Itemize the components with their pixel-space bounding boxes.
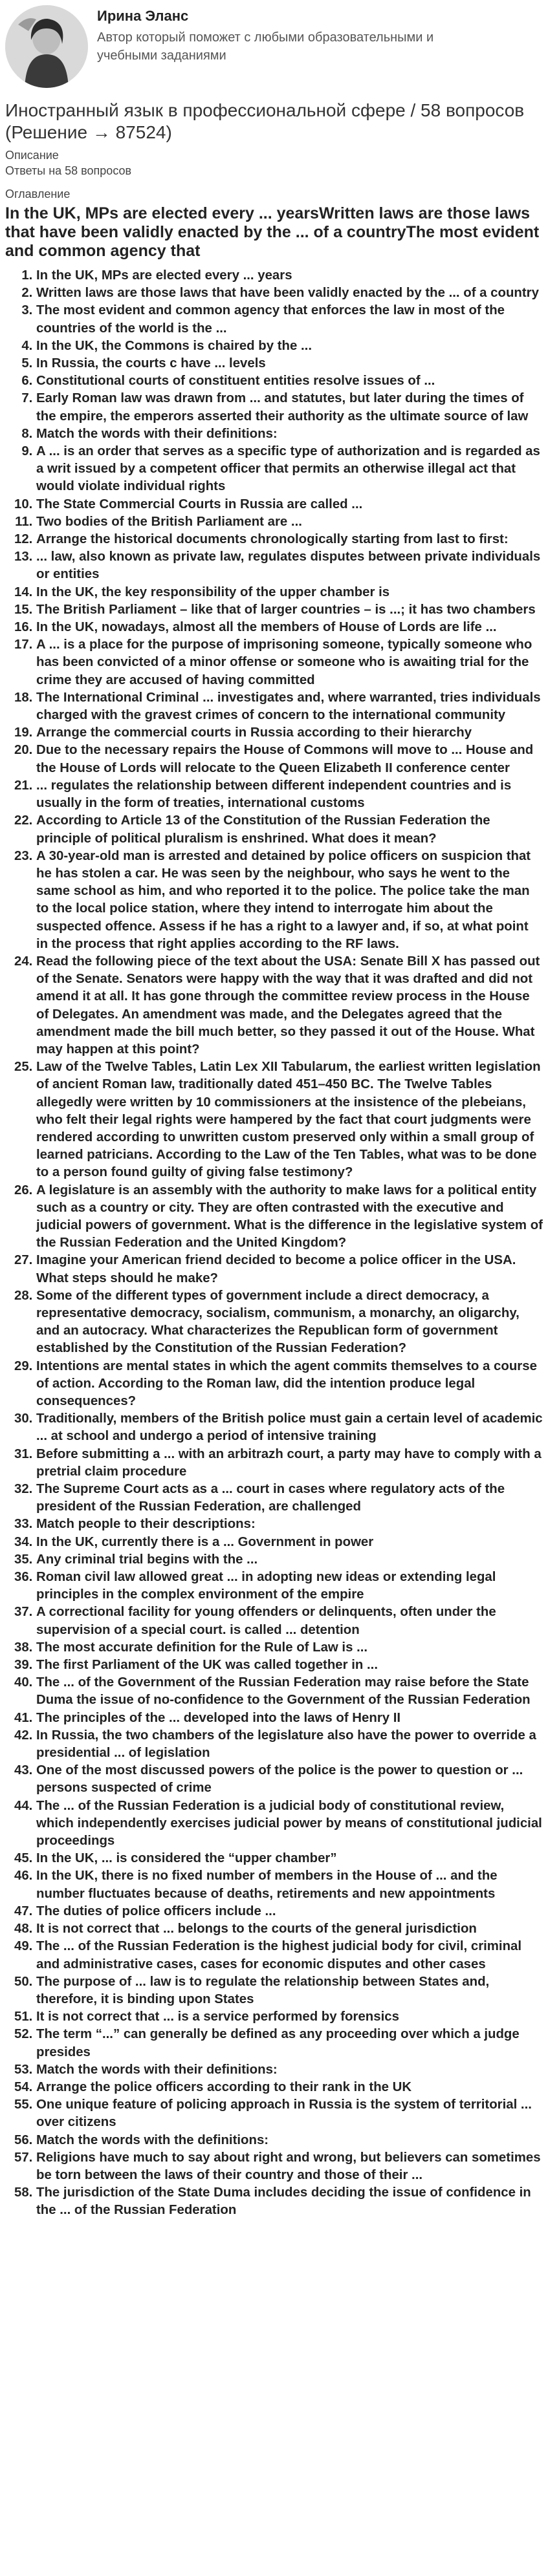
question-text: 43. One of the most discussed powers of the police is the power to question or ... persons suspected of crime — [36, 1763, 523, 1796]
question-item[interactable] — [36, 1358, 543, 1411]
question-text: 31. Before submitting a ... with an arbitrazh court, a party may have to comply with a pretrial claim procedure — [36, 1446, 542, 1479]
question-text: 9. A ... is an order that serves as a specific type of authorization and is regarded as a writ issued by a competent officer that permits an otherwise illegal act that would violate individual rights — [36, 444, 540, 494]
question-text: 44. The ... of the Russian Federation is a judicial body of constitutional review, which independently exercises judicial power by means of constitutional judicial proceedings — [36, 1798, 542, 1849]
question-item[interactable] — [36, 1551, 543, 1569]
question-text: 58. The jurisdiction of the State Duma includes deciding the issue of confidence in the ... of the Russian Federation — [36, 2185, 531, 2218]
question-text: 13. ... law, also known as private law, regulates disputes between private individuals or entities — [36, 550, 541, 582]
question-text: 4. In the UK, the Commons is chaired by the ... — [36, 338, 312, 353]
question-item[interactable] — [36, 372, 543, 390]
question-text: 39. The first Parliament of the UK was called together in ... — [36, 1658, 378, 1673]
question-text: 29. Intentions are mental states in which the agent commits themselves to a course of action. According to the Roman law, did the intention produce legal consequences? — [36, 1358, 537, 1408]
description-link[interactable]: Описание — [5, 149, 59, 162]
question-item[interactable] — [36, 1798, 543, 1851]
question-item[interactable] — [36, 601, 543, 619]
question-item[interactable] — [36, 619, 543, 636]
question-text: 57. Religions have much to say about right and wrong, but believers can sometimes be torn between the laws of their country and those of their ... — [36, 2150, 541, 2182]
question-item[interactable] — [36, 2132, 543, 2149]
question-text: 11. Two bodies of the British Parliament are ... — [36, 514, 302, 529]
question-item[interactable] — [36, 1710, 543, 1727]
question-item[interactable] — [36, 2008, 543, 2026]
question-text: 53. Match the words with their definitions: — [36, 2062, 278, 2077]
question-text: 52. The term “...” can generally be defined as any proceeding over which a judge presides — [36, 2027, 520, 2059]
question-text: 56. Match the words with the definitions: — [36, 2132, 269, 2147]
question-text: 51. It is not correct that ... is a service performed by forensics — [36, 2010, 399, 2024]
question-text: 40. The ... of the Government of the Russian Federation may raise before the State Duma the issue of no-confidence to the Government of the Russian Federation — [36, 1675, 531, 1708]
author-avatar[interactable] — [5, 5, 88, 88]
page-title: Иностранный язык в профессиональной сфере / 58 вопросов (Решение → 87524) — [5, 100, 525, 142]
question-text: 37. A correctional facility for young offenders or delinquents, often under the supervision of a special court. is called ... detention — [36, 1605, 496, 1637]
question-text: 7. Early Roman law was drawn from ... and statutes, but later during the times of the empire, the emperors asserted their authority as the ultimate source of law — [36, 391, 529, 424]
question-item[interactable] — [36, 724, 543, 742]
question-text: 25. Law of the Twelve Tables, Latin Lex XII Tabularum, the earliest written legislation of ancient Roman law, traditionally dated 451–450 BC. The Twelve Tables allegedly were written by 10 commissioners at the insistence of the plebeians, who felt their legal rights were hampered by the fact that court judgments were rendered according to unwritten custom preserved only within a small group of learned patricians. According to the Law of the Ten Tables, what was to be done to a person found guilty of giving false testimony? — [36, 1060, 541, 1180]
question-item[interactable] — [36, 848, 543, 953]
question-item[interactable] — [36, 1867, 543, 1902]
question-text: 42. In Russia, the two chambers of the legislature also have the power to override a presidential ... of legislation — [36, 1728, 536, 1761]
question-item[interactable] — [36, 812, 543, 847]
question-text: 15. The British Parliament – like that of larger countries – is ...; it has two chambers — [36, 602, 536, 617]
toc-label: Оглавление — [5, 188, 71, 200]
question-item[interactable] — [36, 1516, 543, 1533]
question-item[interactable] — [36, 302, 543, 337]
question-text: 30. Traditionally, members of the British police must gain a certain level of academic ... at school and undergo a period of intensive training — [36, 1411, 543, 1444]
question-item[interactable] — [36, 443, 543, 496]
question-item[interactable] — [36, 2149, 543, 2184]
question-text: 41. The principles of the ... developed into the laws of Henry II — [36, 1710, 401, 1725]
question-text: 21. ... regulates the relationship between different independent countries and is usually in the form of treaties, international customs — [36, 778, 512, 811]
question-text: 18. The International Criminal ... investigates and, where warranted, tries individuals charged with the gravest crimes of concern to the international community — [36, 690, 541, 723]
author-name[interactable]: Ирина Эланс — [97, 8, 189, 24]
question-item[interactable] — [36, 584, 543, 601]
question-item[interactable] — [36, 689, 543, 724]
question-text: 1. In the UK, MPs are elected every ... years — [36, 268, 292, 283]
question-text: 47. The duties of police officers include ... — [36, 1904, 276, 1918]
question-item[interactable] — [36, 1938, 543, 1973]
question-text: 34. In the UK, currently there is a ... Government in power — [36, 1534, 374, 1549]
question-text: 27. Imagine your American friend decided to become a police officer in the USA. What steps should he make? — [36, 1253, 516, 1285]
question-item[interactable] — [36, 1639, 543, 1657]
question-item[interactable] — [36, 2184, 543, 2219]
question-item[interactable] — [36, 2096, 543, 2131]
question-item[interactable] — [36, 1920, 543, 1938]
question-item[interactable] — [36, 1481, 543, 1516]
question-item[interactable] — [36, 1657, 543, 1674]
question-item[interactable] — [36, 1182, 543, 1252]
question-item[interactable] — [36, 1446, 543, 1481]
question-item[interactable] — [36, 1604, 543, 1638]
question-item[interactable] — [36, 1058, 543, 1181]
question-text: 55. One unique feature of policing approach in Russia is the system of territorial ... over citizens — [36, 2098, 532, 2130]
question-item[interactable] — [36, 1727, 543, 1762]
author-description: Автор который поможет с любыми образовательными и учебными заданиями — [97, 30, 434, 63]
question-text: 36. Roman civil law allowed great ... in adopting new ideas or extending legal principles in the complex environment of the empire — [36, 1570, 496, 1602]
question-text: 46. In the UK, there is no fixed number of members in the House of ... and the number fluctuates because of deaths, retirements and new appointments — [36, 1869, 498, 1901]
answers-link[interactable]: Ответы на 58 вопросов — [5, 164, 132, 177]
question-item[interactable] — [36, 2079, 543, 2096]
question-text: 5. In Russia, the courts c have ... levels — [36, 356, 266, 371]
question-item[interactable] — [36, 1534, 543, 1551]
question-text: 22. According to Article 13 of the Constitution of the Russian Federation the principle of political pluralism is enshrined. What does it mean? — [36, 813, 490, 846]
question-item[interactable] — [36, 1287, 543, 1358]
question-item[interactable] — [36, 2061, 543, 2079]
question-item[interactable] — [36, 777, 543, 812]
question-text: 33. Match people to their descriptions: — [36, 1517, 256, 1532]
question-text: 6. Constitutional courts of constituent entities resolve issues of ... — [36, 374, 435, 389]
question-item[interactable] — [36, 267, 543, 284]
question-text: 45. In the UK, ... is considered the “upper chamber” — [36, 1851, 337, 1866]
question-item[interactable] — [36, 1903, 543, 1920]
question-text: 49. The ... of the Russian Federation is the highest judicial body for civil, criminal and administrative cases, cases for economic disputes and other cases — [36, 1939, 522, 1971]
question-item[interactable] — [36, 1762, 543, 1797]
question-text: 24. Read the following piece of the text about the USA: Senate Bill X has passed out of the Senate. Senators were happy with the way that it was drafted and did not amend it at all. It has gone through the committee review process in the House of Delegates. An amendment was made, and the Delegates agreed that the amendment made the bill much better, so they passed it out of the House. What may happen at this point? — [36, 954, 540, 1057]
question-text: 19. Arrange the commercial courts in Russia according to their hierarchy — [36, 725, 472, 740]
question-item[interactable] — [36, 284, 543, 302]
question-item[interactable] — [36, 636, 543, 689]
question-item[interactable] — [36, 1973, 543, 2008]
question-text: 8. Match the words with their definitions: — [36, 426, 278, 441]
question-text: 32. The Supreme Court acts as a ... court in cases where regulatory acts of the president of the Russian Federation, are challenged — [36, 1482, 505, 1514]
main-question-heading: In the UK, MPs are elected every ... yearsWritten laws are those laws that have been validly enacted by the ... of a countryThe most evident and common agency that — [5, 204, 540, 260]
question-item[interactable] — [36, 1410, 543, 1445]
question-item[interactable] — [36, 1569, 543, 1604]
question-text: 14. In the UK, the key responsibility of the upper chamber is — [36, 585, 390, 599]
question-text: 12. Arrange the historical documents chronologically starting from last to first: — [36, 532, 509, 547]
question-item[interactable] — [36, 742, 543, 777]
question-text: 38. The most accurate definition for the Rule of Law is ... — [36, 1640, 368, 1655]
questions-list — [5, 267, 543, 2220]
author-block — [5, 5, 543, 91]
question-text: 35. Any criminal trial begins with the ... — [36, 1552, 258, 1567]
question-text: 3. The most evident and common agency that enforces the law in most of the countries of the world is the ... — [36, 303, 505, 336]
question-item[interactable] — [36, 425, 543, 443]
question-item[interactable] — [36, 338, 543, 355]
question-item[interactable] — [36, 953, 543, 1058]
question-text: 10. The State Commercial Courts in Russia are called ... — [36, 497, 363, 511]
question-item[interactable] — [36, 531, 543, 548]
question-text: 16. In the UK, nowadays, almost all the members of House of Lords are life ... — [36, 620, 497, 635]
question-item[interactable] — [36, 513, 543, 531]
question-text: 48. It is not correct that ... belongs to the courts of the general jurisdiction — [36, 1922, 477, 1937]
question-item[interactable] — [36, 1850, 543, 1867]
question-text: 17. A ... is a place for the purpose of imprisoning someone, typically someone who has been convicted of a minor offense or someone who is awaiting trial for the crime they are accused of having committed — [36, 638, 532, 687]
question-item[interactable] — [36, 496, 543, 513]
question-item[interactable] — [36, 355, 543, 372]
question-item[interactable] — [36, 548, 543, 583]
question-item[interactable] — [36, 1252, 543, 1287]
question-text: 23. A 30-year-old man is arrested and detained by police officers on suspicion that he has stolen a car. He was seen by the neighbour, who says he went to the same school as him, and who reported it to the police. The police take the man to the local police station, where they intend to interrogate him about the suspected offence. Assess if he has a right to a lawyer and, if so, at what point in the process that right applies according to the RF laws. — [36, 848, 531, 951]
question-text: 50. The purpose of ... law is to regulate the relationship between States and, therefore, it is binding upon States — [36, 1974, 490, 2006]
question-item[interactable] — [36, 2026, 543, 2061]
question-text: 28. Some of the different types of government include a direct democracy, a representative democracy, socialism, communism, a monarchy, an oligarchy, and an autocracy. What characterizes the Republican form of government established by the Constitution of the Russian Federation? — [36, 1288, 520, 1356]
question-text: 26. A legislature is an assembly with the authority to make laws for a political entity such as a country or city. They are often contrasted with the executive and judicial powers of government. What is the difference in the legislative system of the Russian Federation and the United Kingdom? — [36, 1183, 543, 1250]
question-item[interactable] — [36, 390, 543, 425]
question-text: 54. Arrange the police officers according to their rank in the UK — [36, 2079, 412, 2094]
question-item[interactable] — [36, 1674, 543, 1709]
question-text: 2. Written laws are those laws that have been validly enacted by the ... of a country — [36, 286, 539, 301]
avatar-photo-icon — [5, 5, 88, 88]
question-text: 20. Due to the necessary repairs the House of Commons will move to ... House and the House of Lords will relocate to the Queen Elizabeth II conference center — [36, 743, 534, 775]
